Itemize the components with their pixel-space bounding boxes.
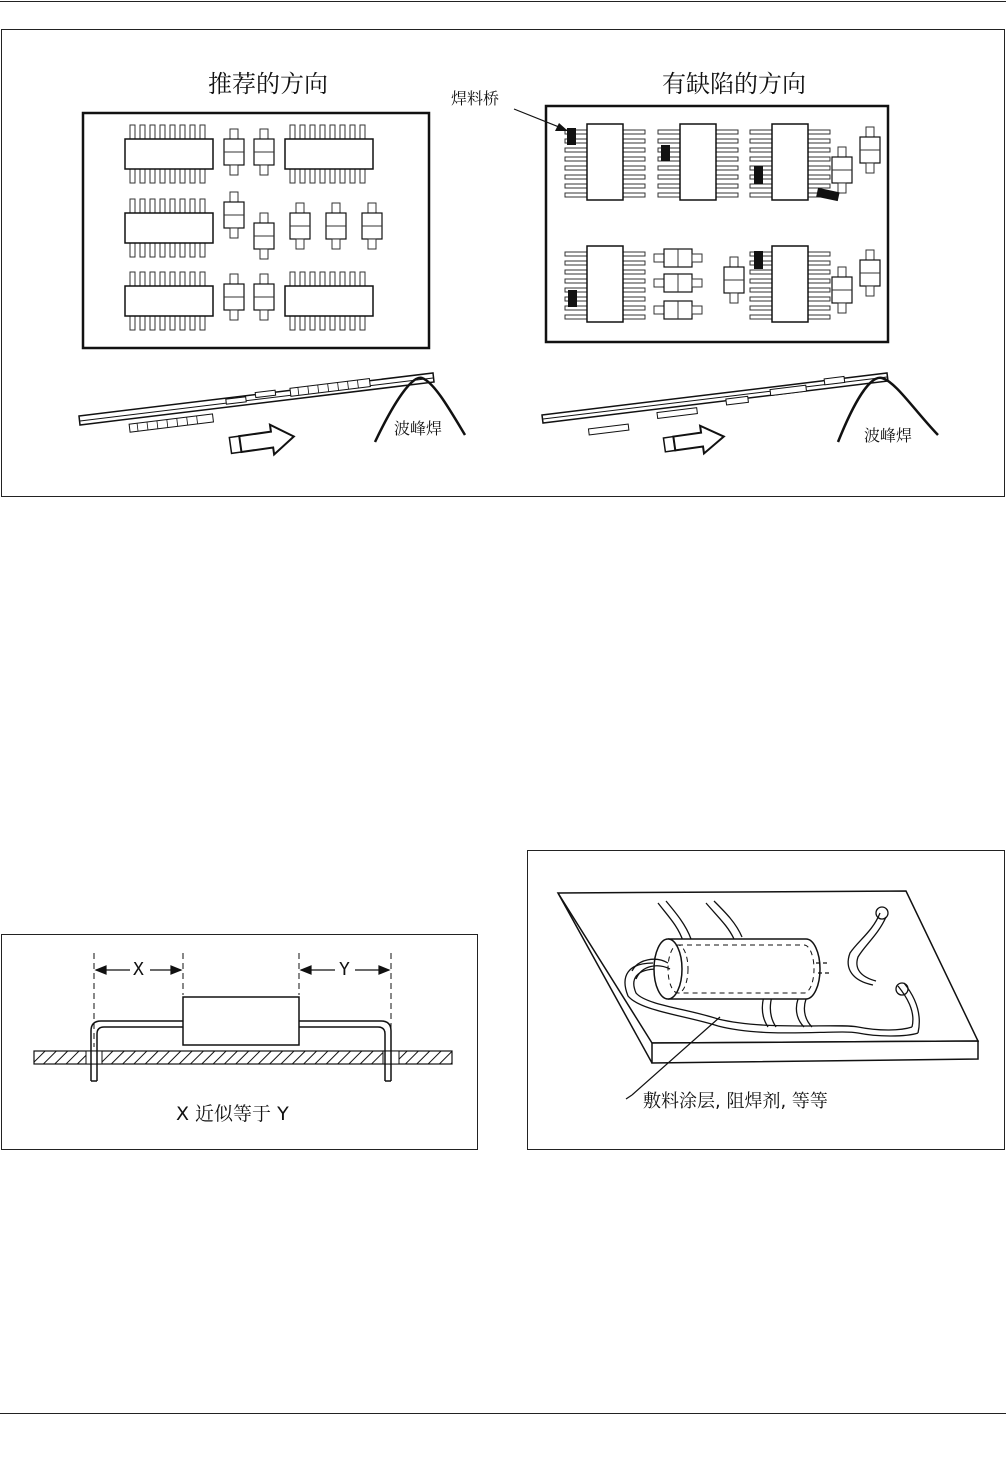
- orientation-diagram-svg: [2, 30, 1006, 498]
- bottom-rule: [0, 1413, 1006, 1414]
- top-rule: [0, 1, 1006, 2]
- recommended-orientation-title: 推荐的方向: [208, 70, 328, 98]
- conformal-coating-figure: [527, 850, 1005, 1150]
- y-dimension-label: Y: [339, 959, 350, 980]
- left-direction-arrow: [228, 422, 296, 461]
- lead-bend-figure: [1, 934, 478, 1150]
- wave-solder-label-left: 波峰焊: [394, 419, 443, 438]
- solder-bridge-label: 焊料桥: [451, 89, 500, 108]
- component-body: [183, 997, 299, 1045]
- x-dimension-label: X: [133, 959, 144, 980]
- coating-caption: 敷料涂层, 阻焊剂, 等等: [643, 1091, 828, 1112]
- wave-solder-label-right: 波峰焊: [864, 426, 913, 445]
- lead-bend-caption: X 近似等于 Y: [176, 1103, 289, 1125]
- wave-solder-orientation-figure: [1, 29, 1005, 497]
- defective-orientation-title: 有缺陷的方向: [662, 70, 806, 98]
- right-direction-arrow: [662, 423, 725, 459]
